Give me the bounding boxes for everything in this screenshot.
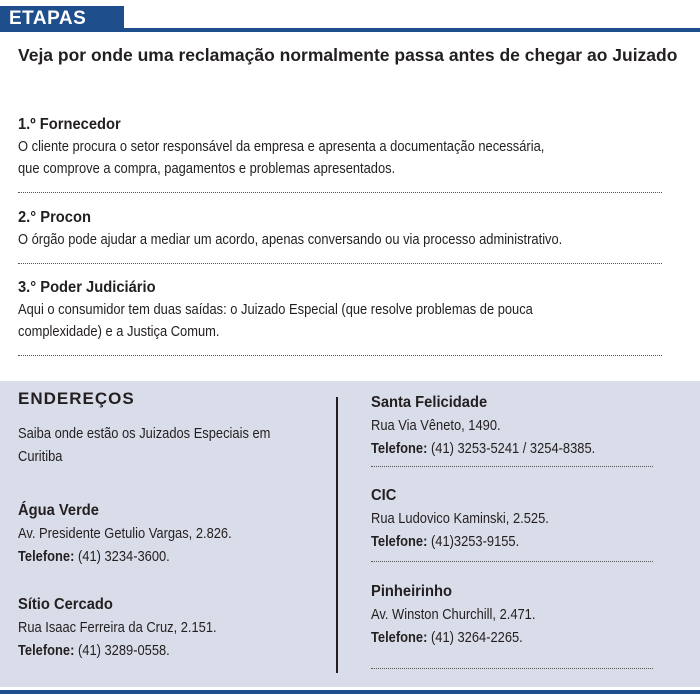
divider [18, 355, 662, 356]
header-rule [124, 28, 700, 32]
office-phone [371, 437, 646, 460]
office-phone [371, 530, 646, 553]
step-text-line: O cliente procura o setor responsável da empresa e apresenta a documentação necessária, [18, 138, 545, 155]
step-title: 1.º Fornecedor [18, 116, 121, 133]
office-name: Água Verde [18, 502, 99, 519]
step-text-line: Aqui o consumidor tem duas saídas: o Juizado Especial (que resolve problemas de pouca [18, 301, 533, 318]
phone-label: Telefone: [371, 533, 428, 550]
section-header [0, 6, 700, 32]
office-street: Av. Presidente Getulio Vargas, 2.826. [18, 525, 232, 542]
office-name: Sítio Cercado [18, 596, 113, 613]
office-name: Santa Felicidade [371, 394, 488, 411]
step-title: 3.° Poder Judiciário [18, 279, 156, 296]
bottom-rule [0, 690, 700, 694]
phone-number: (41)3253-9155. [427, 533, 520, 550]
office-street: Av. Winston Churchill, 2.471. [371, 606, 536, 623]
phone-label: Telefone: [371, 440, 428, 457]
step-procon [18, 207, 682, 251]
step-text-line: O órgão pode ajudar a mediar um acordo, apenas conversando ou via processo administrativo. [18, 231, 563, 248]
divider [18, 192, 662, 193]
office-street: Rua Via Vêneto, 1490. [371, 417, 501, 434]
office-street: Rua Ludovico Kaminski, 2.525. [371, 510, 549, 527]
phone-label: Telefone: [371, 629, 428, 646]
phone-number: (41) 3234-3600. [74, 548, 170, 565]
section-tab [0, 6, 124, 32]
phone-label: Telefone: [18, 642, 75, 659]
office-pinheirinho [371, 580, 691, 649]
divider [371, 466, 653, 467]
office-cic [371, 484, 691, 553]
office-sitio-cercado [18, 593, 338, 662]
office-phone [18, 639, 293, 662]
divider [18, 263, 662, 264]
office-phone [371, 626, 646, 649]
step-text-line: complexidade) e a Justiça Comum. [18, 323, 220, 340]
office-street: Rua Isaac Ferreira da Cruz, 2.151. [18, 619, 217, 636]
divider [371, 668, 653, 669]
step-title: 2.° Procon [18, 209, 91, 226]
phone-number: (41) 3253-5241 / 3254-8385. [427, 440, 596, 457]
addresses-heading: ENDEREÇOS [18, 389, 135, 408]
phone-number: (41) 3289-0558. [74, 642, 170, 659]
office-santa-felicidade [371, 391, 691, 460]
step-text-line: que comprove a compra, pagamentos e problemas apresentados. [18, 160, 396, 177]
office-phone [18, 545, 293, 568]
office-agua-verde [18, 499, 338, 568]
phone-label: Telefone: [18, 548, 75, 565]
divider [371, 561, 653, 562]
addresses-intro: Saiba onde estão os Juizados Especiais em Curitiba [18, 425, 271, 465]
subtitle: Veja por onde uma reclamação normalmente passa antes de chegar ao Juizado [18, 45, 678, 65]
step-poder-judiciario [18, 277, 682, 343]
section-tab-label: ETAPAS [9, 8, 87, 29]
step-fornecedor [18, 114, 682, 180]
office-name: CIC [371, 487, 397, 504]
phone-number: (41) 3264-2265. [427, 629, 523, 646]
office-name: Pinheirinho [371, 583, 452, 600]
